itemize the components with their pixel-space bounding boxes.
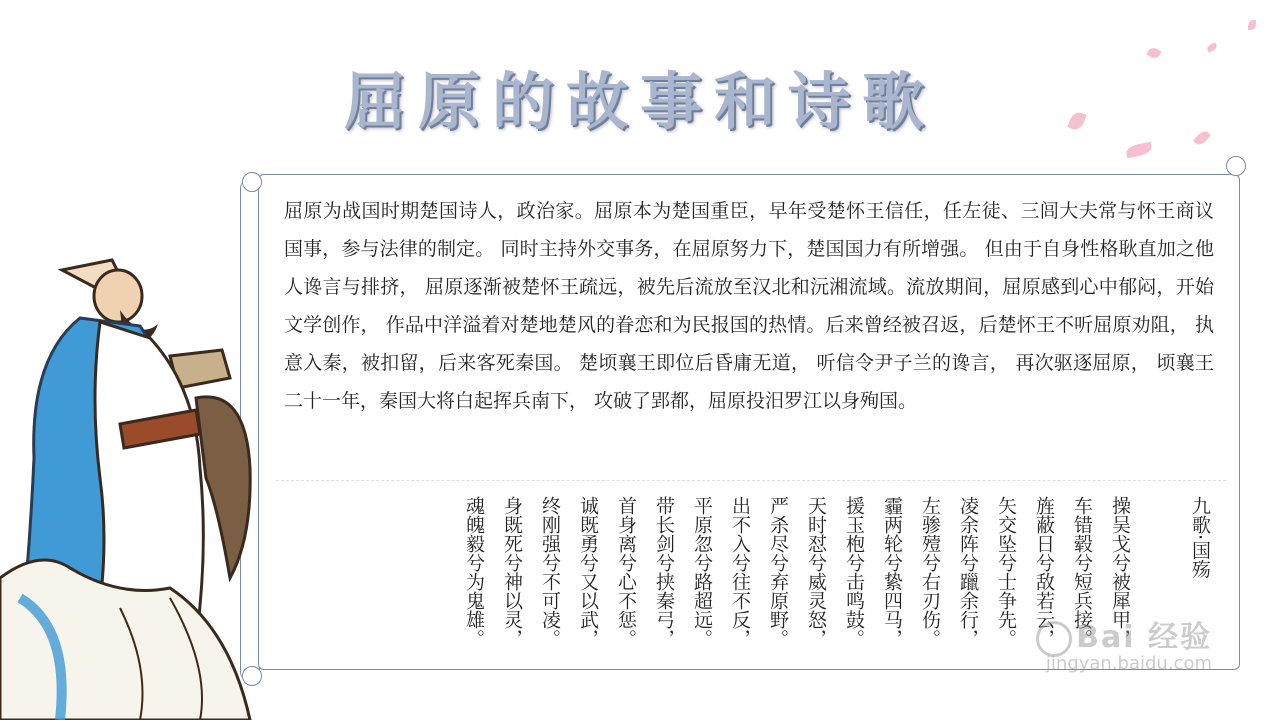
watermark-url: jingyan.baidu.com <box>1045 652 1212 674</box>
watermark <box>1036 612 1212 674</box>
scroll-curl <box>1226 156 1246 176</box>
poem-line: 出不入兮往不反， <box>729 496 751 648</box>
qu-yuan-illustration <box>0 248 270 720</box>
poem-line: 旌蔽日兮敌若云， <box>1033 496 1055 648</box>
page-title: 屈原的故事和诗歌 <box>343 65 936 138</box>
poem-line: 凌余阵兮躐余行， <box>957 496 979 648</box>
story-text: 屈原为战国时期楚国诗人，政治家。屈原本为楚国重臣，早年受楚怀王信任，任左徒、三闾大夫常与怀王商议国事，参与法律的制定。 同时主持外交事务，在屈原努力下，楚国国力有所增强。 但由于自身性格耿直加之他人谗言与排挤， 屈原逐渐被楚怀王疏远，被先后流放至汉北和沅湘流域。流放期间，屈原感到心中郁闷，开始文学创作， 作品中洋溢着对楚地楚风的眷恋和为民报国的热情。后来曾经被召返，后楚怀王不听屈原劝阻， 执意入秦，被扣留，后来客死秦国。 楚顷襄王即位后昏庸无道， 听信令尹子兰的谗言， 再次驱逐屈原， 顷襄王二十一年，秦国大将白起挥兵南下， 攻破了郢都，屈原投汨罗江以身殉国。 <box>284 200 1214 412</box>
poem-line: 带长剑兮挟秦弓， <box>653 496 675 648</box>
poem-line: 车错毂兮短兵接。 <box>1071 496 1093 648</box>
poem-line: 天时怼兮威灵怒， <box>805 496 827 648</box>
poem-line: 诚既勇兮又以武， <box>577 496 599 648</box>
poem-line: 操吴戈兮被犀甲， <box>1109 496 1131 648</box>
poem-line: 身既死兮神以灵， <box>501 496 523 648</box>
poem-line: 终刚强兮不可凌。 <box>539 496 561 648</box>
poem-line: 霾两轮兮絷四马， <box>881 496 903 648</box>
petal-decoration <box>1248 20 1256 30</box>
poem-line: 严杀尽兮弃原野。 <box>767 496 789 648</box>
scroll-curl <box>242 172 262 192</box>
poem-line: 矢交坠兮士争先。 <box>995 496 1017 648</box>
petal-decoration <box>1206 43 1218 53</box>
watermark-logo: Bai 经验 <box>1036 612 1212 657</box>
poem-line: 首身离兮心不惩。 <box>615 496 637 648</box>
poem-line: 左骖殪兮右刃伤。 <box>919 496 941 648</box>
poem-line: 魂魄毅兮为鬼雄。 <box>463 496 485 648</box>
divider <box>276 480 1226 481</box>
poem-line: 平原忽兮路超远。 <box>691 496 713 648</box>
poem-title: 九歌·国殇 <box>1189 496 1211 579</box>
petal-decoration <box>1125 142 1153 158</box>
poem-line: 援玉枹兮击鸣鼓。 <box>843 496 865 648</box>
paw-icon <box>1036 621 1072 657</box>
